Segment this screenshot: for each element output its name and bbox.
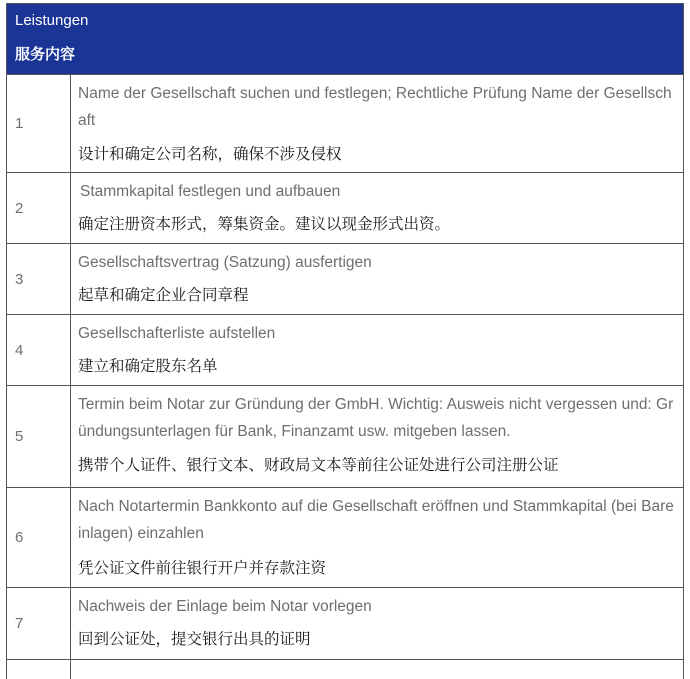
row-number — [7, 660, 71, 679]
row-number: 6 — [7, 488, 71, 587]
services-table — [6, 3, 684, 679]
row-text-zh: 凭公证文件前往银行开户并存款注资 — [78, 560, 327, 577]
row-number: 1 — [7, 75, 71, 172]
row-number: 7 — [7, 588, 71, 659]
row-number: 3 — [7, 244, 71, 314]
row-text-de: Termin beim Notar zur Gründung der GmbH. Wichtig: Ausweis nicht vergessen und: Gründungsunterlagen für Bank, Finanzamt usw. mitgeben lassen. — [78, 396, 674, 440]
row-text-de: Gesellschafterliste aufstellen — [78, 325, 276, 342]
row-content — [71, 315, 683, 385]
row-content — [71, 75, 683, 172]
table-header — [6, 3, 684, 74]
row-content — [71, 173, 683, 243]
row-text-zh: 设计和确定公司名称，确保不涉及侵权 — [78, 146, 342, 163]
row-number: 5 — [7, 386, 71, 487]
row-content — [71, 386, 683, 487]
table-row — [6, 385, 684, 487]
row-number: 2 — [7, 173, 71, 243]
table-row — [6, 74, 684, 172]
row-text-zh: 建立和确定股东名单 — [78, 358, 218, 375]
row-text-zh: 携带个人证件、银行文本、财政局文本等前往公证处进行公司注册公证 — [78, 457, 559, 474]
table-row — [6, 487, 684, 587]
table-row — [6, 659, 684, 679]
row-text-de: Nach Notartermin Bankkonto auf die Gesellschaft eröffnen und Stammkapital (bei Bareinlagen) einzahlen — [78, 498, 674, 542]
table-row — [6, 243, 684, 314]
row-content — [71, 588, 683, 659]
row-text-zh: 起草和确定企业合同章程 — [78, 287, 249, 304]
table-row — [6, 587, 684, 659]
row-number: 4 — [7, 315, 71, 385]
row-content — [71, 244, 683, 314]
row-text-de: Name der Gesellschaft suchen und festlegen; Rechtliche Prüfung Name der Gesellschaft — [78, 85, 672, 129]
table-row — [6, 314, 684, 385]
row-content — [71, 660, 683, 679]
row-text-de: Stammkapital festlegen und aufbauen — [80, 183, 341, 200]
row-content — [71, 488, 683, 587]
table-row — [6, 172, 684, 243]
row-text-de: Nachweis der Einlage beim Notar vorlegen — [78, 598, 372, 615]
row-text-de: Gesellschaftsvertrag (Satzung) ausfertigen — [78, 254, 372, 271]
header-title-de: Leistungen — [15, 12, 89, 29]
row-text-zh: 回到公证处，提交银行出具的证明 — [78, 631, 311, 648]
row-text-zh: 确定注册资本形式，筹集资金。建议以现金形式出资。 — [78, 216, 451, 233]
header-title-zh: 服务内容 — [15, 46, 76, 63]
